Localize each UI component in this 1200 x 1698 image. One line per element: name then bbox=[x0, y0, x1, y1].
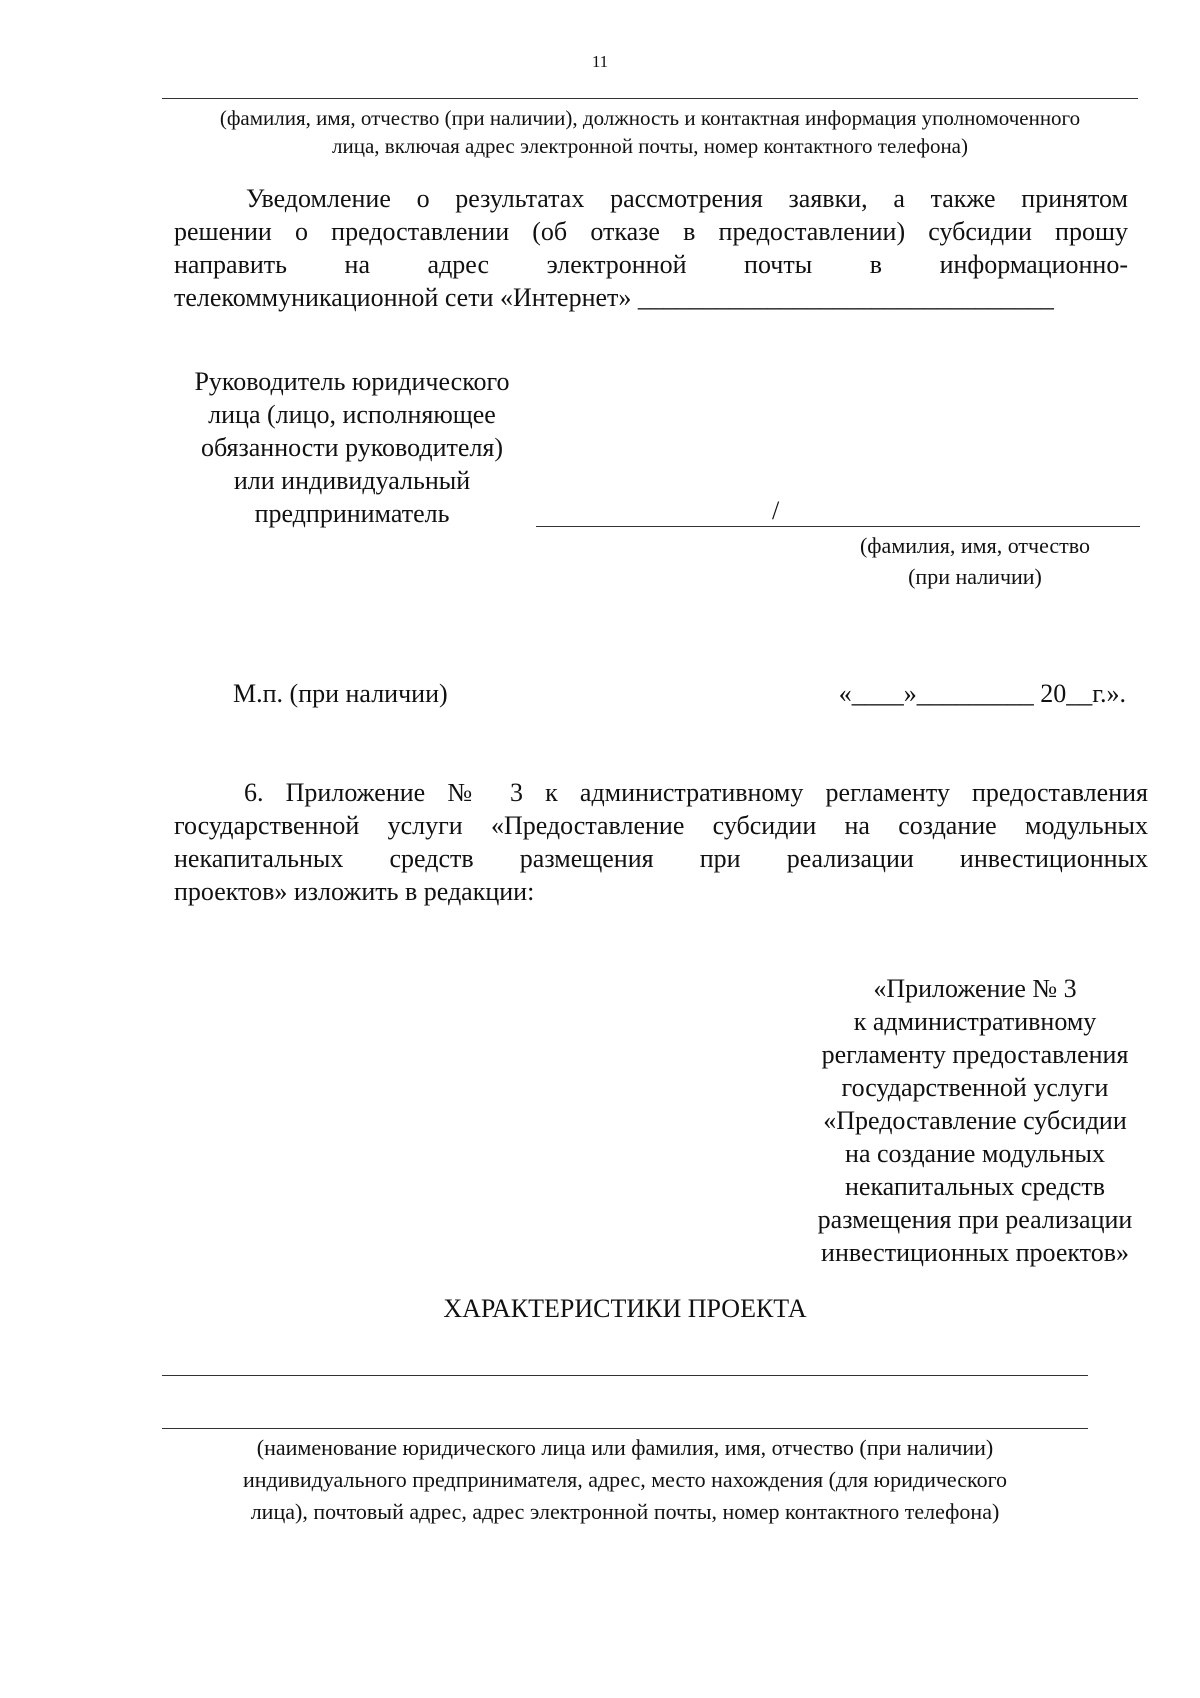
signature-slash: / bbox=[772, 496, 780, 525]
item6-line1: 6. Приложение № 3 к административному регламенту предоставления bbox=[244, 778, 1148, 807]
appendix-header-line1: «Приложение № 3 bbox=[873, 974, 1077, 1003]
section-title: ХАРАКТЕРИСТИКИ ПРОЕКТА bbox=[443, 1294, 807, 1323]
appendix-header-line5: «Предоставление субсидии bbox=[823, 1106, 1127, 1135]
signatory-line2: лица (лицо, исполняющее bbox=[208, 400, 496, 429]
page-number: 11 bbox=[591, 52, 609, 71]
applicant-caption-line2: индивидуального предпринимателя, адрес, место нахождения (для юридического bbox=[242, 1467, 1008, 1492]
applicant-caption bbox=[162, 1432, 1088, 1528]
appendix-header-line2: к административному bbox=[853, 1007, 1097, 1036]
contact-caption-line1: (фамилия, имя, отчество (при наличии), должность и контактная информация уполномоченного bbox=[219, 106, 1081, 130]
appendix-header-line8: размещения при реализации bbox=[817, 1205, 1133, 1234]
signatory-line3: обязанности руководителя) bbox=[200, 433, 504, 462]
notification-line3: направить на адрес электронной почты в информационно- bbox=[174, 250, 1128, 279]
signature-line bbox=[536, 526, 1140, 527]
applicant-line-1 bbox=[162, 1375, 1088, 1376]
appendix-header bbox=[790, 972, 1160, 1269]
signature-name-caption-line1: (фамилия, имя, отчество bbox=[859, 533, 1091, 558]
appendix-header-line3: регламенту предоставления bbox=[821, 1040, 1129, 1069]
appendix-header-line6: на создание модульных bbox=[845, 1139, 1105, 1168]
notification-line4: телекоммуникационной сети «Интернет» ________________________________ bbox=[174, 283, 1054, 312]
signatory-title bbox=[162, 365, 542, 530]
applicant-line-2 bbox=[162, 1428, 1088, 1429]
appendix-header-line4: государственной услуги bbox=[841, 1073, 1109, 1102]
item6-line4: проектов» изложить в редакции: bbox=[174, 877, 535, 906]
applicant-caption-line3: лица), почтовый адрес, адрес электронной почты, номер контактного телефона) bbox=[250, 1499, 1000, 1524]
signature-name-caption bbox=[820, 530, 1130, 592]
appendix-header-line7: некапитальных средств bbox=[844, 1172, 1106, 1201]
notification-line2: решении о предоставлении (об отказе в предоставлении) субсидии прошу bbox=[174, 217, 1128, 246]
date-line: «____»_________ 20__г.». bbox=[838, 679, 1126, 708]
appendix-header-line9: инвестиционных проектов» bbox=[821, 1238, 1129, 1267]
signature-name-caption-line2: (при наличии) bbox=[908, 564, 1042, 589]
applicant-caption-line1: (наименование юридического лица или фамилия, имя, отчество (при наличии) bbox=[256, 1435, 994, 1460]
signatory-line4: или индивидуальный bbox=[233, 466, 471, 495]
signatory-line5: предприниматель bbox=[254, 499, 450, 528]
notification-paragraph bbox=[174, 182, 1128, 314]
signatory-line1: Руководитель юридического bbox=[194, 367, 510, 396]
contact-info-line bbox=[162, 98, 1138, 99]
contact-caption bbox=[162, 104, 1138, 160]
item6-line3: некапитальных средств размещения при реализации инвестиционных bbox=[174, 844, 1148, 873]
item6-line2: государственной услуги «Предоставление субсидии на создание модульных bbox=[174, 811, 1148, 840]
item6-paragraph bbox=[174, 776, 1148, 908]
stamp-place: М.п. (при наличии) bbox=[233, 679, 448, 708]
notification-line1: Уведомление о результатах рассмотрения заявки, а также принятом bbox=[246, 184, 1128, 213]
contact-caption-line2: лица, включая адрес электронной почты, номер контактного телефона) bbox=[332, 134, 968, 158]
